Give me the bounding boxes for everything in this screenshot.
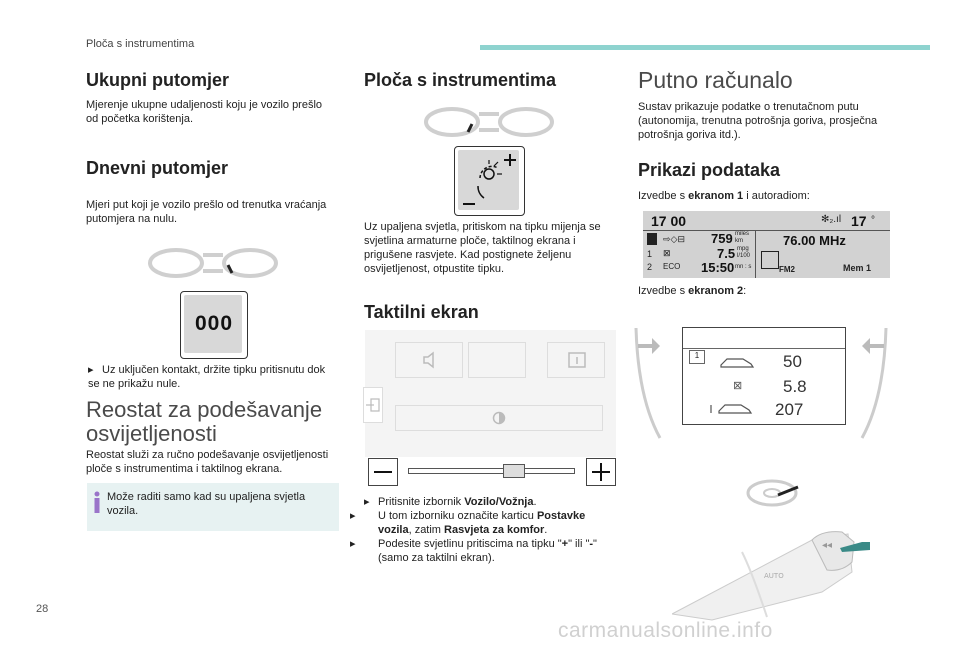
trip-computer-title: Putno računalo: [638, 67, 793, 93]
dashboard-outline-icon-2: [424, 106, 554, 138]
tab-1: 1: [647, 249, 653, 259]
info-icon: [93, 491, 101, 513]
total-odometer-title: Ukupni putomjer: [86, 70, 229, 90]
screen-2-value-2: 5.8: [783, 377, 807, 396]
consumption-unit: mpg l/100: [737, 246, 751, 259]
consumption-value: 7.5: [717, 246, 736, 261]
wiper-stalk-illustration: [672, 512, 882, 622]
version-2-label: Izvedbe s ekranom 2:: [638, 285, 747, 297]
trip-time-unit: mn : s: [735, 264, 752, 270]
arrow-bullet-icon: ▸: [350, 510, 356, 522]
contrast-icon: [492, 411, 506, 425]
screen-2-display: [682, 327, 846, 425]
svg-text:◂◂: ◂◂: [822, 540, 833, 551]
screen-2-value-3: 207: [775, 400, 804, 419]
info-text: Može raditi samo kad su upaljena svjetla vozila.: [107, 491, 306, 517]
svg-text:AUTO: AUTO: [764, 572, 784, 580]
range-value: 759: [711, 231, 733, 246]
screen-1-display: [643, 211, 890, 278]
trip-time-value: 15:50: [701, 260, 735, 275]
trip-computer-text: Sustav prikazuje podatke o trenutačnom putu (autonomija, trenutna potrošnja goriva, prosječna potrošnja goriva itd.).: [638, 101, 878, 141]
info-box: [87, 483, 339, 531]
range-unit: miles km: [735, 231, 750, 244]
car-distance-icon: [709, 401, 753, 415]
fuel-icon-2: ⊠: [733, 380, 743, 392]
reset-instruction-text: Uz uključen kontakt, držite tipku pritisnutu dok se ne prikažu nule.: [88, 364, 326, 390]
info-screen-icon: [568, 352, 586, 368]
tile-sound: [395, 342, 463, 378]
arrow-bullet-icon: ▸: [350, 538, 356, 550]
touch-screen-title: Taktilni ekran: [364, 302, 479, 322]
brightness-slider-track[interactable]: [408, 468, 575, 474]
brightness-tile: [395, 405, 603, 431]
signal-icon: ✻₂.ıl: [821, 214, 842, 225]
login-icon: [366, 398, 380, 412]
thermometer-icon: °: [871, 215, 875, 226]
car-range-icon: ⇨◇⊟: [663, 234, 686, 244]
radio-memory: Mem 1: [843, 263, 872, 273]
screen-2-value-1: 50: [783, 352, 802, 371]
rheostat-title-line1: Reostat za podešavanje: [86, 397, 323, 422]
screen-2-tab: 1: [689, 350, 705, 364]
trip-odometer-text: Mjeri put koji je vozilo prešlo od trenutka vraćanja putomjera na nulu.: [86, 199, 327, 225]
page-number: 28: [36, 603, 49, 615]
header-accent-bar: [480, 45, 930, 50]
radio-frequency: 76.00 MHz: [783, 233, 846, 248]
arrow-bullet-icon: ▸: [364, 496, 370, 508]
version-1-label: Izvedbe s ekranom 1 i autoradiom:: [638, 190, 810, 202]
trip-odometer-title: Dnevni putomjer: [86, 158, 229, 178]
brightness-icon: [458, 150, 519, 210]
touch-screen-illustration: [365, 330, 616, 485]
rheostat-text: Reostat služi za ručno podešavanje osvijetljenosti ploče s instrumentima i taktilnog ekrana.: [86, 449, 329, 475]
car-range-icon-2: [719, 355, 755, 369]
radio-icon: [761, 251, 779, 269]
brightness-button[interactable]: [454, 146, 525, 216]
odometer-zero-display: 000: [194, 312, 234, 335]
reset-instruction: [88, 363, 338, 391]
speaker-icon: [422, 351, 436, 369]
section-header: Ploča s instrumentima: [86, 38, 195, 50]
odometer-reset-button[interactable]: [180, 291, 248, 359]
instrument-panel-title: Ploča s instrumentima: [364, 70, 557, 90]
car-tab-icon: [647, 233, 657, 245]
steering-wheel-icon: [744, 477, 808, 511]
eco-icon: ECO: [663, 262, 681, 271]
instrument-panel-text: Uz upaljena svjetla, pritiskom na tipku mijenja se svjetlina armaturne ploče, taktilnog ekrana i prigušene rasvjete. Kad postignete željenu osvijetljenost, otpustite tipku.: [364, 221, 601, 275]
brightness-slider-handle[interactable]: [503, 464, 525, 478]
tile-blank: [468, 342, 526, 378]
step-2: ▸ U tom izborniku označite karticu Postavke vozila, zatim Rasvjeta za komfor.: [350, 510, 586, 536]
step-1: ▸ Pritisnite izbornik Vozilo/Vožnja.: [364, 496, 537, 508]
step-3: ▸ Podesite svjetlinu pritiscima na tipku "+" ili "-" (samo za taktilni ekran).: [350, 538, 597, 564]
tab-2: 2: [647, 262, 653, 272]
tile-left: [363, 387, 383, 423]
clock: 17 00: [651, 213, 687, 229]
arrow-bullet-icon: ▸: [88, 364, 94, 376]
arrow-left-icon: [638, 338, 660, 354]
touch-steps: [350, 495, 612, 565]
radio-band: FM2: [779, 265, 795, 274]
arrow-right-icon: [862, 338, 884, 354]
tile-info: [547, 342, 605, 378]
brightness-minus-button[interactable]: [368, 458, 398, 486]
dashboard-outline-icon: [148, 247, 278, 279]
rheostat-title-line2: osvijetljenosti: [86, 421, 217, 446]
outside-temperature: 17: [851, 213, 867, 229]
brightness-plus-button[interactable]: [586, 458, 616, 486]
total-odometer-text: Mjerenje ukupne udaljenosti koju je vozilo prešlo od početka korištenja.: [86, 99, 323, 125]
data-display-title: Prikazi podataka: [638, 160, 781, 180]
watermark: carmanualsonline.info: [558, 619, 773, 642]
fuel-icon: ⊠: [663, 248, 671, 258]
rheostat-title: [86, 398, 322, 446]
